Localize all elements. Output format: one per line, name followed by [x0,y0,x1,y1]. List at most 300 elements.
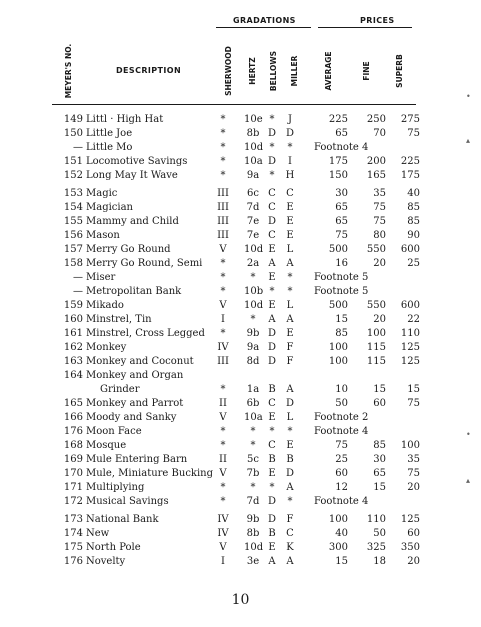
average-price-cell: 500 [328,244,348,255]
sherwood-cell: V [219,244,227,255]
average-column-header: AVERAGE [324,51,333,91]
bellows-cell: C [268,440,276,451]
average-price-cell: 15 [335,314,348,325]
superb-price-cell: 85 [407,202,420,213]
description-cell: Musical Savings [86,496,169,507]
bellows-cell: * [269,170,275,181]
sherwood-cell: * [220,286,226,297]
miller-cell: C [286,188,294,199]
miller-cell: E [286,230,294,241]
superb-price-cell: 22 [407,314,420,325]
description-cell: Minstrel, Tin [86,314,152,325]
meyers-number-cell: 159 [63,300,83,311]
description-cell: Merry Go Round [86,244,171,255]
superb-price-cell: 600 [400,300,420,311]
meyers-number-cell: — [73,142,83,153]
fine-price-cell: 75 [373,216,386,227]
average-price-cell: 300 [328,542,348,553]
fine-price-cell: 70 [373,128,386,139]
table-row [0,383,481,397]
table-row [0,187,481,201]
average-price-cell: 65 [335,202,348,213]
hertz-cell: 10d [244,244,264,255]
hertz-cell: 9b [246,514,260,525]
description-cell: National Bank [86,514,159,525]
average-price-cell: 30 [335,188,348,199]
sherwood-cell: * [220,496,226,507]
description-cell: Novelty [86,556,126,567]
table-row [0,141,481,155]
description-cell: New [86,528,110,539]
bellows-cell: A [268,314,276,325]
superb-price-cell: 60 [407,528,420,539]
fine-column-header: FINE [362,61,371,81]
superb-price-cell: 125 [400,342,420,353]
bellows-cell: C [268,202,276,213]
description-cell: Mason [86,230,120,241]
sherwood-cell: * [220,328,226,339]
fine-price-cell: 165 [366,170,386,181]
miller-cell: E [286,216,294,227]
fine-price-cell: 200 [366,156,386,167]
description-cell: Locomotive Savings [86,156,188,167]
bellows-cell: E [268,468,276,479]
miller-cell: * [287,286,293,297]
description-cell: Monkey and Organ [86,370,184,381]
fine-price-cell: 15 [373,482,386,493]
miller-cell: E [286,328,294,339]
table-row [0,201,481,215]
table-row [0,215,481,229]
superb-price-cell: 15 [407,384,420,395]
meyers-number-cell: 153 [63,188,83,199]
miller-cell: F [286,514,294,525]
hertz-cell: 10d [244,142,264,153]
superb-price-cell: 600 [400,244,420,255]
sherwood-cell: * [220,440,226,451]
bellows-cell: * [269,482,275,493]
table-row [0,299,481,313]
table-row [0,257,481,271]
average-price-cell: 75 [335,440,348,451]
miller-cell: E [286,440,294,451]
superb-price-cell: 35 [407,454,420,465]
hertz-column-header: HERTZ [248,57,257,85]
miller-column-header: MILLER [290,55,299,87]
fine-price-cell: 60 [373,398,386,409]
footnote-reference: Footnote 4 [314,142,369,153]
average-price-cell: 12 [335,482,348,493]
superb-price-cell: 75 [407,128,420,139]
margin-speck-mark: ▴ [466,136,471,145]
meyers-number-cell: 163 [63,356,83,367]
average-price-cell: 150 [328,170,348,181]
fine-price-cell: 115 [366,356,386,367]
table-row [0,155,481,169]
miller-cell: L [286,412,294,423]
superb-price-cell: 350 [400,542,420,553]
margin-speck-mark: ▴ [466,476,471,485]
hertz-cell: 10b [244,286,264,297]
table-row [0,481,481,495]
sherwood-cell: * [220,426,226,437]
superb-price-cell: 75 [407,468,420,479]
table-row [0,229,481,243]
sherwood-cell: II [219,454,227,465]
table-row [0,341,481,355]
bellows-cell: A [268,556,276,567]
superb-price-cell: 125 [400,514,420,525]
footnote-reference: Footnote 5 [314,286,369,297]
fine-price-cell: 110 [366,514,386,525]
hertz-cell: 10d [244,300,264,311]
table-row [0,527,481,541]
bellows-cell: E [268,412,276,423]
margin-speck-mark: • [466,430,471,439]
miller-cell: H [285,170,295,181]
description-cell: Monkey [86,342,127,353]
description-cell: Little Joe [86,128,133,139]
description-cell: Moody and Sanky [86,412,177,423]
description-cell: Metropolitan Bank [86,286,182,297]
superb-price-cell: 20 [407,556,420,567]
fine-price-cell: 20 [373,258,386,269]
superb-price-cell: 175 [400,170,420,181]
fine-price-cell: 30 [373,454,386,465]
bellows-column-header: BELLOWS [269,50,278,92]
fine-price-cell: 85 [373,440,386,451]
table-row [0,453,481,467]
meyers-number-cell: 176 [63,556,83,567]
fine-price-cell: 18 [373,556,386,567]
hertz-cell: 10d [244,542,264,553]
sherwood-cell: V [219,412,227,423]
meyers-number-cell: 170 [63,468,83,479]
bellows-cell: * [269,426,275,437]
miller-cell: A [286,258,294,269]
hertz-cell: 1a [246,384,260,395]
average-price-cell: 100 [328,342,348,353]
average-price-cell: 50 [335,398,348,409]
hertz-cell: * [250,272,256,283]
miller-cell: A [286,556,294,567]
hertz-cell: 7e [246,216,260,227]
meyers-number-cell: 168 [63,440,83,451]
miller-cell: D [285,468,295,479]
hertz-cell: 8d [246,356,260,367]
miller-cell: D [285,398,295,409]
table-row [0,541,481,555]
table-row [0,127,481,141]
superb-price-cell: 85 [407,216,420,227]
bellows-cell: * [269,142,275,153]
description-cell: Mosque [86,440,127,451]
description-column-header: DESCRIPTION [116,66,182,75]
meyers-number-cell: 156 [63,230,83,241]
meyers-number-cell: 172 [63,496,83,507]
fine-price-cell: 50 [373,528,386,539]
table-row [0,355,481,369]
description-cell: Merry Go Round, Semi [86,258,203,269]
bellows-cell: D [267,156,277,167]
meyers-number-cell: 174 [63,528,83,539]
bellows-cell: E [268,300,276,311]
sherwood-cell: I [221,556,225,567]
miller-cell: J [287,114,292,125]
miller-cell: * [287,272,293,283]
fine-price-cell: 550 [366,300,386,311]
superb-price-cell: 225 [400,156,420,167]
description-cell: Littl · High Hat [86,114,164,125]
table-row [0,411,481,425]
hertz-cell: * [250,314,256,325]
hertz-cell: 5c [247,454,259,465]
superb-column-header: SUPERB [395,54,404,88]
average-price-cell: 225 [328,114,348,125]
table-row [0,285,481,299]
sherwood-cell: III [217,230,229,241]
average-price-cell: 10 [335,384,348,395]
sherwood-cell: V [219,542,227,553]
bellows-cell: B [268,384,276,395]
table-row [0,513,481,527]
hertz-cell: 2a [246,258,260,269]
sherwood-cell: * [220,272,226,283]
bellows-cell: C [268,188,276,199]
sherwood-cell: * [220,142,226,153]
miller-cell: F [286,342,294,353]
average-price-cell: 65 [335,128,348,139]
sherwood-cell: * [220,156,226,167]
meyers-number-cell: 169 [63,454,83,465]
bellows-cell: D [267,328,277,339]
sherwood-cell: V [219,468,227,479]
table-row [0,467,481,481]
superb-price-cell: 90 [407,230,420,241]
average-price-cell: 85 [335,328,348,339]
meyers-no-column-header: MEYER'S NO. [64,43,73,99]
miller-cell: * [287,426,293,437]
hertz-cell: 9a [246,342,260,353]
miller-cell: K [286,542,294,553]
hertz-cell: 6c [247,188,259,199]
hertz-cell: 6b [246,398,260,409]
description-cell: Grinder [100,384,140,395]
description-cell: Magician [86,202,134,213]
hertz-cell: 7d [246,202,260,213]
bellows-cell: D [267,128,277,139]
table-row [0,425,481,439]
fine-price-cell: 325 [366,542,386,553]
table-row [0,313,481,327]
meyers-number-cell: 149 [63,114,83,125]
description-cell: North Pole [86,542,141,553]
sherwood-cell: V [219,300,227,311]
hertz-cell: 7b [246,468,260,479]
fine-price-cell: 115 [366,342,386,353]
footnote-reference: Footnote 4 [314,426,369,437]
table-row [0,327,481,341]
superb-price-cell: 20 [407,482,420,493]
bellows-cell: D [267,496,277,507]
miller-cell: B [286,454,294,465]
average-price-cell: 100 [328,514,348,525]
average-price-cell: 75 [335,230,348,241]
hertz-cell: * [250,482,256,493]
description-cell: Multiplying [86,482,145,493]
sherwood-cell: * [220,170,226,181]
bellows-cell: C [268,230,276,241]
miller-cell: A [286,384,294,395]
bellows-cell: D [267,216,277,227]
fine-price-cell: 550 [366,244,386,255]
hertz-cell: 10e [244,114,263,125]
miller-cell: C [286,528,294,539]
average-price-cell: 40 [335,528,348,539]
sherwood-cell: I [221,314,225,325]
hertz-cell: * [250,426,256,437]
meyers-number-cell: 171 [63,482,83,493]
table-row [0,397,481,411]
table-row [0,495,481,509]
hertz-cell: 8b [246,128,260,139]
miller-cell: F [286,356,294,367]
meyers-number-cell: 175 [63,542,83,553]
miller-cell: A [286,314,294,325]
bellows-cell: D [267,514,277,525]
sherwood-cell: IV [217,342,229,353]
table-row [0,555,481,569]
average-price-cell: 65 [335,216,348,227]
miller-cell: L [286,300,294,311]
table-row [0,169,481,183]
miller-cell: * [287,142,293,153]
meyers-number-cell: 155 [63,216,83,227]
fine-price-cell: 20 [373,314,386,325]
meyers-number-cell: 151 [63,156,83,167]
table-row [0,439,481,453]
average-price-cell: 100 [328,356,348,367]
prices-header: PRICES [360,16,395,25]
meyers-number-cell: 154 [63,202,83,213]
meyers-number-cell: 158 [63,258,83,269]
description-cell: Long May It Wave [86,170,178,181]
average-price-cell: 16 [335,258,348,269]
superb-price-cell: 40 [407,188,420,199]
sherwood-cell: III [217,216,229,227]
superb-price-cell: 25 [407,258,420,269]
sherwood-cell: * [220,258,226,269]
hertz-cell: 9b [246,328,260,339]
fine-price-cell: 100 [366,328,386,339]
miller-cell: I [288,156,292,167]
superb-price-cell: 125 [400,356,420,367]
meyers-number-cell: 157 [63,244,83,255]
bellows-cell: * [269,114,275,125]
table-row [0,113,481,127]
meyers-number-cell: — [73,272,83,283]
sherwood-cell: * [220,482,226,493]
miller-cell: L [286,244,294,255]
bellows-cell: D [267,342,277,353]
bellows-cell: C [268,398,276,409]
meyers-number-cell: 150 [63,128,83,139]
miller-cell: D [285,128,295,139]
table-row [0,243,481,257]
sherwood-cell: III [217,188,229,199]
description-cell: Moon Face [86,426,142,437]
bellows-cell: B [268,528,276,539]
hertz-cell: 3e [246,556,260,567]
superb-price-cell: 100 [400,440,420,451]
table-row [0,271,481,285]
miller-cell: A [286,482,294,493]
bellows-cell: B [268,454,276,465]
sherwood-cell: IV [217,528,229,539]
description-cell: Mule, Miniature Bucking [86,468,214,479]
superb-price-cell: 275 [400,114,420,125]
description-cell: Little Mo [86,142,133,153]
bellows-cell: D [267,356,277,367]
sherwood-cell: III [217,202,229,213]
hertz-cell: 9a [246,170,260,181]
description-cell: Miser [86,272,116,283]
miller-cell: * [287,496,293,507]
description-cell: Mikado [86,300,124,311]
description-cell: Monkey and Coconut [86,356,194,367]
footnote-reference: Footnote 5 [314,272,369,283]
meyers-number-cell: 166 [63,412,83,423]
hertz-cell: * [250,440,256,451]
sherwood-cell: IV [217,514,229,525]
sherwood-cell: * [220,128,226,139]
hertz-cell: 8b [246,528,260,539]
meyers-number-cell: 165 [63,398,83,409]
meyers-number-cell: 176 [63,426,83,437]
meyers-number-cell: 161 [63,328,83,339]
margin-speck-mark: • [466,92,471,101]
fine-price-cell: 15 [373,384,386,395]
sherwood-column-header: SHERWOOD [224,46,233,96]
bellows-cell: E [268,542,276,553]
page-number: 10 [231,592,250,608]
table-row [0,369,481,383]
hertz-cell: 10a [244,156,263,167]
superb-price-cell: 110 [400,328,420,339]
bellows-cell: * [269,286,275,297]
sherwood-cell: III [217,356,229,367]
description-cell: Mule Entering Barn [86,454,188,465]
meyers-number-cell: 164 [63,370,83,381]
average-price-cell: 25 [335,454,348,465]
description-cell: Mammy and Child [86,216,179,227]
sherwood-cell: * [220,384,226,395]
hertz-cell: 7e [246,230,260,241]
average-price-cell: 60 [335,468,348,479]
meyers-number-cell: 160 [63,314,83,325]
fine-price-cell: 80 [373,230,386,241]
bellows-cell: A [268,258,276,269]
meyers-number-cell: 152 [63,170,83,181]
gradations-header: GRADATIONS [233,16,296,25]
footnote-reference: Footnote 4 [314,496,369,507]
description-cell: Minstrel, Cross Legged [86,328,205,339]
fine-price-cell: 65 [373,468,386,479]
fine-price-cell: 35 [373,188,386,199]
description-cell: Magic [86,188,118,199]
sherwood-cell: * [220,114,226,125]
meyers-number-cell: 173 [63,514,83,525]
